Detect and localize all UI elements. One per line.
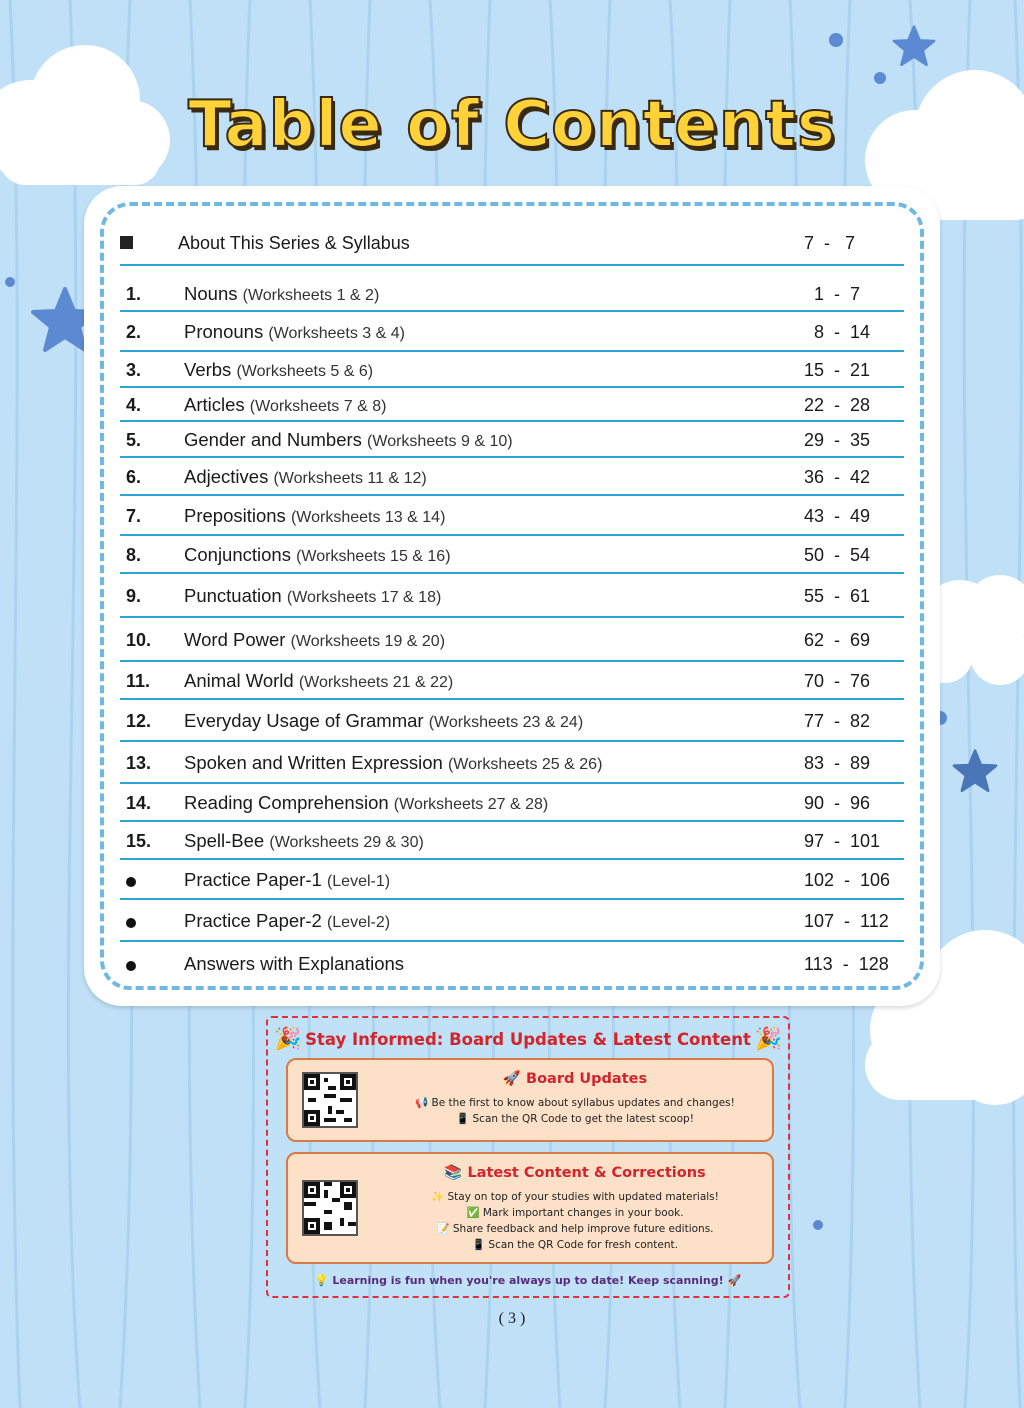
latest-content-line-1: ✨ Stay on top of your studies with updated materials!	[431, 1191, 719, 1203]
chapter-number: 3.	[126, 359, 142, 380]
rocket-icon: 🚀	[502, 1071, 521, 1087]
latest-content-panel	[286, 1152, 774, 1264]
chapter-worksheets: (Worksheets 1 & 2)	[242, 287, 380, 304]
chapter-number: 5.	[126, 429, 142, 450]
qr-code-icon	[304, 1074, 356, 1126]
chapter-worksheets: (Worksheets 29 & 30)	[269, 834, 424, 851]
toc-row-chapter-9[interactable]	[120, 576, 904, 618]
chapter-title: Gender and Numbers	[184, 429, 362, 450]
toc-row-chapter-7[interactable]	[120, 498, 904, 536]
chapter-pages: 50 - 54	[804, 544, 871, 565]
chapter-number: 1.	[126, 283, 142, 304]
latest-content-line-3: 📝 Share feedback and help improve future editions.	[436, 1223, 714, 1235]
chapter-title: Pronouns	[184, 321, 264, 342]
toc-row-intro[interactable]	[120, 222, 904, 266]
chapter-pages: 83 - 89	[804, 752, 871, 773]
toc-row-chapter-13[interactable]	[120, 744, 904, 784]
chapter-pages: 8 - 14	[804, 321, 871, 342]
toc-row-practice-paper-1[interactable]	[120, 862, 904, 900]
chapter-number: 15.	[126, 830, 152, 851]
chapter-worksheets: (Worksheets 19 & 20)	[290, 633, 446, 650]
toc-row-chapter-1[interactable]	[120, 278, 904, 312]
board-updates-line-2: 📱 Scan the QR Code to get the latest scoop!	[456, 1113, 694, 1125]
toc-row-practice-paper-2[interactable]	[120, 902, 904, 942]
toc-row-chapter-10[interactable]	[120, 620, 904, 662]
chapter-number: 4.	[126, 394, 142, 415]
chapter-title: Spell-Bee	[184, 830, 265, 851]
toc-row-chapter-15[interactable]	[120, 824, 904, 860]
chapter-title: Punctuation	[184, 585, 282, 606]
chapter-number: 2.	[126, 321, 142, 342]
toc-row-answers[interactable]	[120, 944, 904, 984]
qr-code-latest-content[interactable]	[302, 1180, 358, 1236]
chapter-pages: 77 - 82	[804, 710, 871, 731]
chapter-number: 12.	[126, 710, 152, 731]
chapter-number: 6.	[126, 466, 142, 487]
extra-title: Practice Paper-1	[184, 869, 322, 890]
chapter-title: Word Power	[184, 629, 286, 650]
chapter-worksheets: (Worksheets 5 & 6)	[236, 363, 374, 380]
toc-entry-name: About This Series & Syllabus	[178, 232, 410, 253]
chapter-worksheets: (Worksheets 15 & 16)	[296, 548, 451, 565]
toc-row-chapter-6[interactable]	[120, 460, 904, 496]
extra-pages: 113 - 128	[804, 953, 889, 974]
chapter-number: 11.	[126, 670, 151, 691]
page-title: Table of Contents	[188, 88, 836, 162]
chapter-title: Prepositions	[184, 505, 286, 526]
board-updates-title: Board Updates	[526, 1071, 648, 1087]
chapter-number: 7.	[126, 505, 142, 526]
chapter-worksheets: (Worksheets 25 & 26)	[447, 756, 603, 773]
square-bullet-icon	[120, 233, 178, 254]
chapter-number: 8.	[126, 544, 142, 565]
chapter-pages: 36 - 42	[804, 466, 871, 487]
chapter-title: Animal World	[184, 670, 294, 691]
chapter-worksheets: (Worksheets 13 & 14)	[290, 509, 446, 526]
chapter-number: 9.	[126, 585, 142, 606]
qr-code-icon	[304, 1182, 356, 1234]
chapter-pages: 22 - 28	[804, 394, 871, 415]
party-popper-icon: 🎉	[754, 1026, 782, 1051]
latest-content-title: Latest Content & Corrections	[467, 1165, 706, 1181]
party-popper-icon: 🎉	[274, 1026, 302, 1051]
chapter-worksheets: (Worksheets 9 & 10)	[367, 433, 513, 450]
toc-row-chapter-5[interactable]	[120, 424, 904, 458]
chapter-title: Conjunctions	[184, 544, 291, 565]
bullet-icon	[120, 908, 184, 934]
page-number: ( 3 )	[498, 1310, 526, 1327]
chapter-worksheets: (Worksheets 17 & 18)	[286, 589, 442, 606]
chapter-pages: 90 - 96	[804, 792, 871, 813]
extra-pages: 107 - 112	[804, 910, 889, 931]
chapter-title: Adjectives	[184, 466, 269, 487]
info-box-title: Stay Informed: Board Updates & Latest Content	[305, 1030, 751, 1049]
extra-title: Answers with Explanations	[184, 953, 405, 974]
chapter-title: Nouns	[184, 283, 238, 304]
chapter-number: 13.	[126, 752, 152, 773]
board-updates-line-1: 📢 Be the first to know about syllabus updates and changes!	[415, 1097, 735, 1109]
chapter-worksheets: (Worksheets 23 & 24)	[428, 714, 584, 731]
chapter-pages: 43 - 49	[804, 505, 871, 526]
chapter-worksheets: (Worksheets 27 & 28)	[393, 796, 549, 813]
toc-row-chapter-14[interactable]	[120, 786, 904, 822]
chapter-pages: 70 - 76	[804, 670, 871, 691]
chapter-title: Spoken and Written Expression	[184, 752, 443, 773]
chapter-number: 10.	[126, 629, 152, 650]
toc-row-chapter-11[interactable]	[120, 664, 904, 700]
chapter-worksheets: (Worksheets 7 & 8)	[249, 398, 387, 415]
chapter-title: Everyday Usage of Grammar	[184, 710, 424, 731]
chapter-worksheets: (Worksheets 21 & 22)	[298, 674, 454, 691]
chapter-title: Verbs	[184, 359, 232, 380]
stay-informed-box	[266, 1016, 790, 1298]
toc-row-chapter-4[interactable]	[120, 390, 904, 422]
toc-row-chapter-8[interactable]	[120, 538, 904, 574]
bullet-icon	[120, 867, 184, 893]
extra-level: (Level-1)	[326, 873, 391, 890]
chapter-title: Reading Comprehension	[184, 792, 389, 813]
chapter-worksheets: (Worksheets 11 & 12)	[273, 470, 427, 487]
chapter-pages: 97 - 101	[804, 830, 881, 851]
info-box-footer: 💡 Learning is fun when you're always up to date! Keep scanning! 🚀	[314, 1274, 742, 1287]
extra-title: Practice Paper-2	[184, 910, 322, 931]
toc-row-chapter-2[interactable]	[120, 314, 904, 352]
board-updates-panel	[286, 1058, 774, 1142]
bullet-icon	[120, 951, 184, 977]
extra-level: (Level-2)	[326, 914, 391, 931]
chapter-number: 14.	[126, 792, 152, 813]
toc-row-chapter-3[interactable]	[120, 354, 904, 388]
books-icon: 📚	[444, 1165, 463, 1181]
chapter-pages: 55 - 61	[804, 585, 871, 606]
extra-pages: 102 - 106	[804, 869, 891, 890]
latest-content-line-2: ✅ Mark important changes in your book.	[466, 1207, 684, 1219]
toc-row-chapter-12[interactable]	[120, 702, 904, 742]
toc-entry-pages: 7 - 7	[804, 232, 856, 253]
chapter-pages: 1 - 7	[804, 283, 861, 304]
chapter-title: Articles	[184, 394, 245, 415]
chapter-worksheets: (Worksheets 3 & 4)	[268, 325, 405, 342]
chapter-pages: 62 - 69	[804, 629, 871, 650]
qr-code-board-updates[interactable]	[302, 1072, 358, 1128]
chapter-pages: 15 - 21	[804, 359, 871, 380]
chapter-pages: 29 - 35	[804, 429, 871, 450]
latest-content-line-4: 📱 Scan the QR Code for fresh content.	[472, 1239, 678, 1251]
